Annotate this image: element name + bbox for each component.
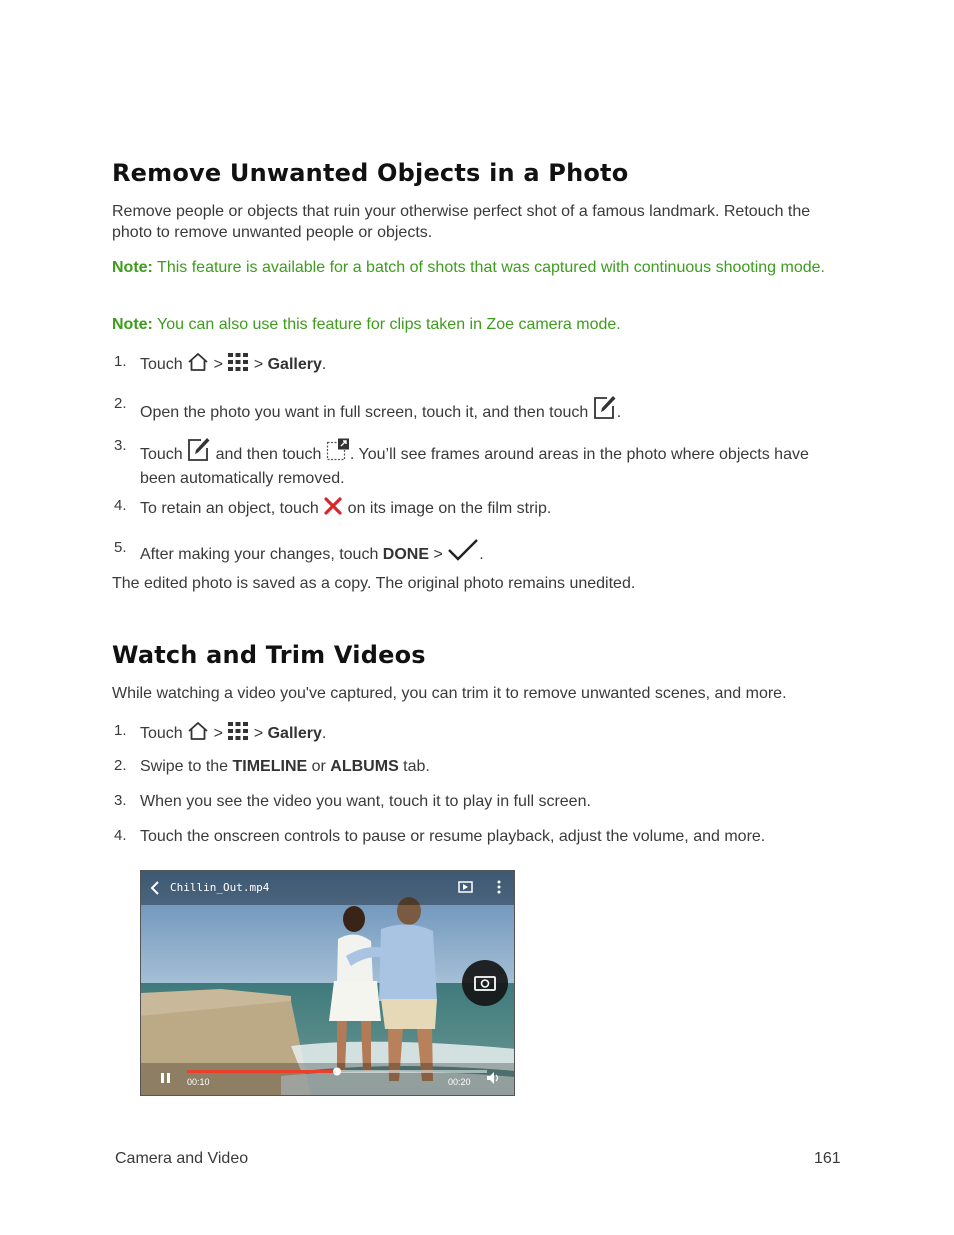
step-text: >: [209, 356, 228, 373]
progress-fill: [187, 1070, 337, 1073]
video-frame: [141, 871, 515, 1096]
step-number: 1.: [114, 353, 127, 370]
step-text: on its image on the film strip.: [343, 500, 552, 517]
step-3: When you see the video you want, touch it to play in full screen.: [140, 793, 591, 810]
step-text: Touch: [140, 356, 188, 373]
step-number: 2.: [114, 395, 127, 412]
albums-label: ALBUMS: [330, 758, 399, 775]
step-4: Touch the onscreen controls to pause or resume playback, adjust the volume, and more.: [140, 828, 766, 845]
apps-grid-icon: [227, 352, 249, 378]
step-text: or: [307, 758, 331, 775]
footer-section: Camera and Video: [115, 1150, 249, 1167]
step-5: [140, 538, 484, 568]
step-text: To retain an object, touch: [140, 500, 324, 517]
video-player-screenshot: [140, 870, 515, 1096]
step-text: Open the photo you want in full screen, touch it, and then touch: [140, 404, 593, 421]
home-icon: [187, 721, 209, 747]
gallery-label: Gallery: [267, 725, 322, 742]
step-text: tab.: [398, 758, 430, 775]
gallery-label: Gallery: [267, 356, 322, 373]
step-1: [140, 352, 326, 378]
step-number: 3.: [114, 437, 127, 454]
step-number: 1.: [114, 722, 127, 739]
step-number: 5.: [114, 539, 127, 556]
red-x-icon: [323, 496, 343, 522]
section-title-watch-trim: Watch and Trim Videos: [112, 641, 426, 669]
step-3: [140, 436, 840, 489]
progress-knob: [333, 1068, 341, 1076]
step-text: >: [209, 725, 228, 742]
step-text: >: [429, 546, 448, 563]
step-number: 4.: [114, 497, 127, 514]
section2-intro: While watching a video you've captured, you can trim it to remove unwanted scenes, and more.: [112, 685, 787, 702]
edit-icon: [593, 394, 617, 426]
step-text: .: [321, 725, 327, 742]
step-text: Touch: [140, 725, 188, 742]
section-title-remove-objects: Remove Unwanted Objects in a Photo: [112, 159, 629, 187]
home-icon: [187, 352, 209, 378]
video-time-total: 00:20: [448, 1077, 471, 1087]
object-removal-icon: [326, 438, 350, 468]
step-2: [140, 394, 621, 426]
step-text: >: [249, 725, 268, 742]
checkmark-icon: [447, 538, 479, 568]
note-continuous-shooting: [112, 257, 832, 278]
step-1: [140, 721, 326, 747]
done-label: DONE: [382, 546, 430, 563]
step-text: .: [479, 546, 484, 563]
note-text: You can also use this feature for clips taken in Zoe camera mode.: [152, 316, 621, 333]
page-number: 161: [814, 1150, 841, 1167]
section1-intro: Remove people or objects that ruin your otherwise perfect shot of a famous landmark. Retouch the photo to remove unwanted people or objects.: [112, 203, 811, 241]
edit-icon: [187, 436, 211, 468]
step-number: 2.: [114, 757, 127, 774]
step-2: [140, 756, 430, 777]
note-text: This feature is available for a batch of shots that was captured with continuous shooting mode.: [152, 259, 825, 276]
apps-grid-icon: [227, 721, 249, 747]
step-text: Swipe to the: [140, 758, 233, 775]
step-text: and then touch: [211, 446, 326, 463]
step-text: .: [616, 404, 622, 421]
note-label: Note:: [112, 316, 153, 333]
step-text: Touch: [140, 446, 188, 463]
note-zoe-mode: [112, 314, 832, 335]
step-number: 4.: [114, 827, 127, 844]
step-text: .: [321, 356, 327, 373]
video-time-current: 00:10: [187, 1077, 210, 1087]
step-text: >: [249, 356, 268, 373]
step-text: After making your changes, touch: [140, 546, 383, 563]
note-label: Note:: [112, 259, 153, 276]
timeline-label: TIMELINE: [232, 758, 308, 775]
section1-outro: The edited photo is saved as a copy. The original photo remains unedited.: [112, 575, 636, 592]
step-4: [140, 496, 551, 522]
step-text: . You’ll see frames around areas in the photo where objects have been automatically removed.: [140, 446, 809, 487]
step-number: 3.: [114, 792, 127, 809]
video-filename: Chillin_Out.mp4: [170, 881, 270, 894]
